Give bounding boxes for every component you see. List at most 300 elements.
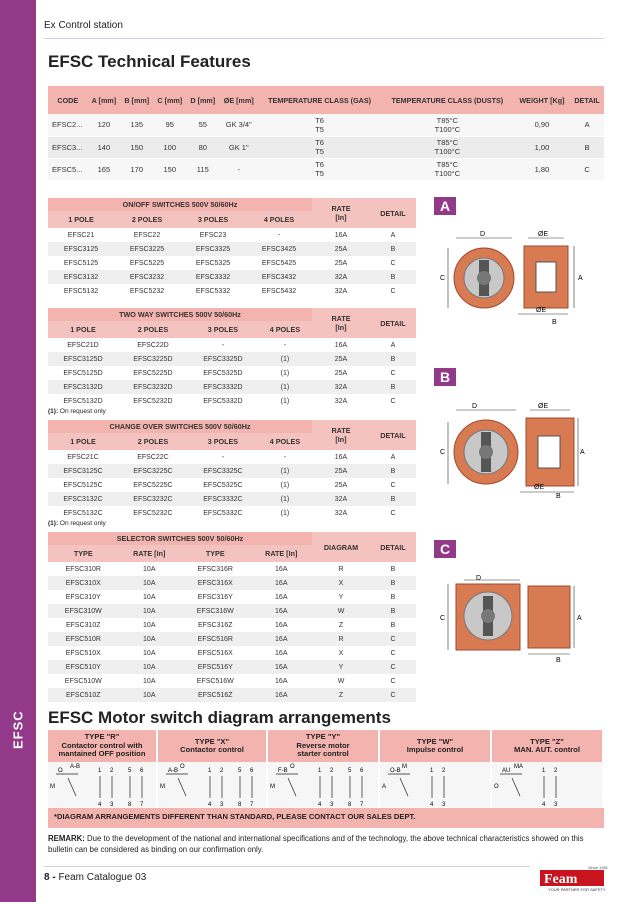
svg-text:1: 1 xyxy=(542,768,546,774)
col-header: 4 POLES xyxy=(258,433,312,450)
table-cell: 25A xyxy=(312,366,370,380)
table-cell: B xyxy=(370,576,416,590)
svg-text:5: 5 xyxy=(238,768,242,774)
dim-a-label: A xyxy=(578,275,583,282)
motor-diagram xyxy=(380,762,490,810)
table-cell: 25A xyxy=(312,256,370,270)
table-cell: EFSC23 xyxy=(180,228,246,242)
table-cell: B xyxy=(370,492,416,506)
table-cell: 16A xyxy=(251,674,312,688)
table-cell: EFSC2... xyxy=(48,114,88,136)
dim-a-label: A xyxy=(577,615,582,622)
table-cell: EFSC5325D xyxy=(188,366,258,380)
table-cell: EFSC5232 xyxy=(114,284,180,298)
motor-type-label: TYPE "Y" xyxy=(305,732,341,742)
wiring-diagram xyxy=(158,762,266,810)
motor-type-label: TYPE "X" xyxy=(194,736,230,746)
col-header: RATE [In] xyxy=(251,545,312,562)
selector-table xyxy=(48,532,416,702)
main-table xyxy=(48,86,604,181)
table-row xyxy=(48,270,416,284)
dim-e-label: ØE xyxy=(538,403,549,410)
svg-text:O: O xyxy=(494,784,499,790)
col-header: WEIGHT [Kg] xyxy=(514,86,570,114)
twoway-title: TWO WAY SWITCHES 500V 50/60Hz xyxy=(48,308,312,321)
table-cell: 32A xyxy=(312,492,370,506)
motor-type-header xyxy=(158,730,266,762)
table-row xyxy=(48,464,416,478)
side-band xyxy=(0,0,36,902)
svg-text:4: 4 xyxy=(430,802,434,808)
svg-text:1: 1 xyxy=(208,768,212,774)
dim-c-label: C xyxy=(440,615,446,622)
table-cell: EFSC5225C xyxy=(118,478,188,492)
motor-type-label: TYPE "R" xyxy=(84,732,120,742)
table-row xyxy=(48,256,416,270)
table-cell: X xyxy=(312,646,370,660)
motor-section-title: EFSC Motor switch diagram arrangements xyxy=(48,708,391,727)
col-header: A [mm] xyxy=(88,86,121,114)
table-cell: 16A xyxy=(312,338,370,352)
svg-text:2: 2 xyxy=(442,768,446,774)
motor-type-label: starter control xyxy=(297,749,349,759)
table-cell: - xyxy=(258,450,312,464)
svg-text:YOUR PARTNER FOR SAFETY: YOUR PARTNER FOR SAFETY xyxy=(548,887,606,892)
table-cell: EFSC510W xyxy=(48,674,119,688)
svg-text:2: 2 xyxy=(110,768,114,774)
table-cell: 16A xyxy=(251,576,312,590)
col-header: DETAIL xyxy=(370,198,416,228)
table-cell: EFSC5325 xyxy=(180,256,246,270)
table-cell: EFSC510Y xyxy=(48,660,119,674)
table-cell: B xyxy=(370,270,416,284)
col-header: DETAIL xyxy=(370,308,416,338)
table-cell: R xyxy=(312,632,370,646)
table-cell: 32A xyxy=(312,506,370,520)
table-row xyxy=(48,478,416,492)
table-cell: 16A xyxy=(251,604,312,618)
diagram-warning: *DIAGRAM ARRANGEMENTS DIFFERENT THAN STANDARD, PLEASE CONTACT OUR SALES DEPT. xyxy=(48,808,604,828)
svg-text:O-B: O-B xyxy=(390,768,401,774)
table-cell: W xyxy=(312,604,370,618)
col-header: 4 POLES xyxy=(246,211,312,228)
table-cell: EFSC510Z xyxy=(48,688,119,702)
table-cell: X xyxy=(312,576,370,590)
table-cell: (1) xyxy=(258,366,312,380)
table-cell: C xyxy=(370,256,416,270)
svg-text:2: 2 xyxy=(330,768,334,774)
detail-b-badge: B xyxy=(434,368,456,386)
table-cell: 100 xyxy=(153,136,186,158)
table-cell: 16A xyxy=(312,450,370,464)
col-header: RATE [In] xyxy=(312,198,370,228)
dim-c-label: C xyxy=(440,275,446,282)
changeover-note: (1): On request only xyxy=(48,520,106,527)
table-cell: EFSC310Y xyxy=(48,590,119,604)
dim-b-label: B xyxy=(556,493,561,500)
col-header: TYPE xyxy=(180,545,251,562)
table-row xyxy=(48,590,416,604)
table-cell: EFSC21C xyxy=(48,450,118,464)
detail-c-badge: C xyxy=(434,540,456,558)
table-cell: A xyxy=(370,450,416,464)
table-cell: EFSC3232C xyxy=(118,492,188,506)
col-header: TYPE xyxy=(48,545,119,562)
col-header: D [mm] xyxy=(186,86,219,114)
table-cell: GK 3/4" xyxy=(219,114,258,136)
svg-text:M: M xyxy=(50,784,55,790)
table-cell: 165 xyxy=(88,158,121,180)
table-cell: B xyxy=(370,562,416,576)
col-header: 1 POLE xyxy=(48,433,118,450)
dim-c-label: C xyxy=(440,449,446,456)
table-row xyxy=(48,492,416,506)
table-cell: (1) xyxy=(258,394,312,408)
table-cell: 32A xyxy=(312,380,370,394)
table-cell: EFSC316Y xyxy=(180,590,251,604)
table-cell: 10A xyxy=(119,646,180,660)
table-cell: EFSC516Y xyxy=(180,660,251,674)
col-header: 4 POLES xyxy=(258,321,312,338)
svg-text:M: M xyxy=(402,764,407,770)
svg-text:7: 7 xyxy=(250,802,254,808)
svg-text:7: 7 xyxy=(360,802,364,808)
table-row xyxy=(48,604,416,618)
table-cell: 16A xyxy=(251,562,312,576)
col-header: 2 POLES xyxy=(118,321,188,338)
table-cell: EFSC310W xyxy=(48,604,119,618)
table-cell: 1,80 xyxy=(514,158,570,180)
table-row xyxy=(48,284,416,298)
table-row xyxy=(48,366,416,380)
table-cell: T6 T5 xyxy=(258,136,381,158)
col-header: ØE [mm] xyxy=(219,86,258,114)
table-cell: 10A xyxy=(119,618,180,632)
table-cell: EFSC22 xyxy=(114,228,180,242)
table-cell: EFSC5232C xyxy=(118,506,188,520)
table-cell: 25A xyxy=(312,242,370,256)
dim-e-label: ØE xyxy=(538,231,549,238)
table-cell: 16A xyxy=(312,228,370,242)
table-cell: 16A xyxy=(251,618,312,632)
col-header: B [mm] xyxy=(120,86,153,114)
table-cell: C xyxy=(370,632,416,646)
table-cell: T85°C T100°C xyxy=(381,136,514,158)
table-cell: EFSC3325 xyxy=(180,242,246,256)
table-cell: EFSC3132 xyxy=(48,270,114,284)
svg-text:Feam: Feam xyxy=(544,872,578,887)
table-cell: B xyxy=(370,464,416,478)
motor-type-label: Contactor control with xyxy=(61,740,143,750)
col-header: 3 POLES xyxy=(188,321,258,338)
svg-text:O: O xyxy=(180,764,185,770)
table-cell: 140 xyxy=(88,136,121,158)
table-cell: Y xyxy=(312,590,370,604)
motor-type-label: MAN. AUT. control xyxy=(514,745,580,754)
col-header: CODE xyxy=(48,86,88,114)
svg-text:A-B: A-B xyxy=(168,768,179,774)
col-header: 3 POLES xyxy=(180,211,246,228)
table-cell: EFSC3... xyxy=(48,136,88,158)
table-cell: EFSC510X xyxy=(48,646,119,660)
table-cell: 115 xyxy=(186,158,219,180)
table-cell: Y xyxy=(312,660,370,674)
detail-a-drawing xyxy=(434,218,604,328)
table-cell: EFSC3225D xyxy=(118,352,188,366)
table-cell: 80 xyxy=(186,136,219,158)
table-cell: 16A xyxy=(251,646,312,660)
table-cell: EFSC516X xyxy=(180,646,251,660)
table-cell: EFSC5332D xyxy=(188,394,258,408)
table-row xyxy=(48,660,416,674)
table-cell: - xyxy=(188,338,258,352)
svg-text:M: M xyxy=(270,784,275,790)
table-cell: 10A xyxy=(119,660,180,674)
table-cell: EFSC5132 xyxy=(48,284,114,298)
table-cell: EFSC316Z xyxy=(180,618,251,632)
table-cell: Z xyxy=(312,688,370,702)
page-title: EFSC Technical Features xyxy=(48,52,251,71)
motor-type-label: TYPE "Z" xyxy=(530,736,564,746)
table-cell: B xyxy=(370,352,416,366)
table-cell: EFSC3132C xyxy=(48,492,118,506)
table-cell: (1) xyxy=(258,478,312,492)
col-header: DETAIL xyxy=(570,86,604,114)
table-cell: 32A xyxy=(312,270,370,284)
table-row xyxy=(48,136,604,158)
twoway-note: (1): On request only xyxy=(48,408,106,415)
table-cell: 150 xyxy=(153,158,186,180)
table-row xyxy=(48,380,416,394)
table-cell: EFSC3225 xyxy=(114,242,180,256)
table-cell: EFSC3232 xyxy=(114,270,180,284)
table-cell: 16A xyxy=(251,590,312,604)
motor-type-label: Contactor control xyxy=(180,745,244,754)
table-cell: EFSC316X xyxy=(180,576,251,590)
table-row xyxy=(48,394,416,408)
table-cell: EFSC316W xyxy=(180,604,251,618)
onoff-table xyxy=(48,198,416,298)
table-cell: EFSC516R xyxy=(180,632,251,646)
motor-type-header xyxy=(268,730,378,762)
table-cell: C xyxy=(570,158,604,180)
table-cell: C xyxy=(370,284,416,298)
table-cell: EFSC5225D xyxy=(118,366,188,380)
table-cell: A xyxy=(370,338,416,352)
remark: REMARK: Due to the development of the national and international specifications and of the technology, the above technical characteristics showed on this bulletin can be considered as binding on our confirmation only. xyxy=(48,834,584,854)
table-cell: 10A xyxy=(119,688,180,702)
table-cell: EFSC310X xyxy=(48,576,119,590)
svg-text:5: 5 xyxy=(348,768,352,774)
svg-text:8: 8 xyxy=(238,802,242,808)
col-header: 1 POLE xyxy=(48,321,118,338)
table-cell: (1) xyxy=(258,506,312,520)
table-cell: EFSC5132D xyxy=(48,394,118,408)
dim-b-label: B xyxy=(552,319,557,326)
table-cell: EFSC3325D xyxy=(188,352,258,366)
table-cell: B xyxy=(370,618,416,632)
side-tab-label: EFSC xyxy=(10,710,26,750)
wiring-diagram xyxy=(268,762,378,810)
table-row xyxy=(48,352,416,366)
motor-diagram xyxy=(268,762,378,810)
table-cell: EFSC5332C xyxy=(188,506,258,520)
table-cell: EFSC5125C xyxy=(48,478,118,492)
table-cell: - xyxy=(188,450,258,464)
table-cell: B xyxy=(370,590,416,604)
table-row xyxy=(48,562,416,576)
table-cell: 10A xyxy=(119,604,180,618)
table-cell: 10A xyxy=(119,674,180,688)
table-cell: C xyxy=(370,646,416,660)
svg-text:1: 1 xyxy=(98,768,102,774)
table-cell: 25A xyxy=(312,478,370,492)
wiring-diagram xyxy=(380,762,490,810)
svg-text:O: O xyxy=(58,768,63,774)
table-cell: EFSC21D xyxy=(48,338,118,352)
table-cell: 95 xyxy=(153,114,186,136)
table-row xyxy=(48,646,416,660)
table-cell: B xyxy=(370,604,416,618)
svg-text:M: M xyxy=(160,784,165,790)
svg-text:5: 5 xyxy=(128,768,132,774)
table-cell: EFSC3125 xyxy=(48,242,114,256)
table-cell: B xyxy=(370,242,416,256)
table-cell: C xyxy=(370,660,416,674)
svg-text:4: 4 xyxy=(98,802,102,808)
svg-text:4: 4 xyxy=(208,802,212,808)
table-cell: EFSC5325C xyxy=(188,478,258,492)
table-cell: (1) xyxy=(258,352,312,366)
svg-text:AU: AU xyxy=(502,768,511,774)
motor-type-label: Reverse motor xyxy=(296,740,350,750)
svg-text:3: 3 xyxy=(220,802,224,808)
table-cell: - xyxy=(246,228,312,242)
svg-text:2: 2 xyxy=(220,768,224,774)
svg-text:6: 6 xyxy=(360,768,364,774)
table-cell: C xyxy=(370,688,416,702)
twoway-table xyxy=(48,308,416,408)
svg-text:3: 3 xyxy=(110,802,114,808)
changeover-table xyxy=(48,420,416,520)
table-cell: EFSC3232D xyxy=(118,380,188,394)
table-row xyxy=(48,228,416,242)
table-cell: 32A xyxy=(312,284,370,298)
svg-text:4: 4 xyxy=(318,802,322,808)
table-cell: (1) xyxy=(258,492,312,506)
svg-text:3: 3 xyxy=(442,802,446,808)
dim-d-label: D xyxy=(476,575,482,582)
table-cell: EFSC5432 xyxy=(246,284,312,298)
detail-c-drawing xyxy=(434,570,604,666)
table-cell: EFSC3332D xyxy=(188,380,258,394)
changeover-title: CHANGE OVER SWITCHES 500V 50/60Hz xyxy=(48,420,312,433)
table-cell: 25A xyxy=(312,464,370,478)
table-cell: EFSC3125C xyxy=(48,464,118,478)
motor-diagram xyxy=(158,762,266,810)
svg-text:F-B: F-B xyxy=(278,768,288,774)
table-cell: EFSC5425 xyxy=(246,256,312,270)
svg-text:A: A xyxy=(382,784,387,790)
table-cell: EFSC316R xyxy=(180,562,251,576)
col-header: C [mm] xyxy=(153,86,186,114)
table-cell: - xyxy=(219,158,258,180)
col-header: TEMPERATURE CLASS (DUSTS) xyxy=(381,86,514,114)
svg-text:7: 7 xyxy=(140,802,144,808)
table-cell: (1) xyxy=(258,380,312,394)
motor-type-label: Impulse control xyxy=(406,745,464,754)
section-title: Ex Control station xyxy=(44,20,123,31)
table-cell: Z xyxy=(312,618,370,632)
svg-text:8: 8 xyxy=(128,802,132,808)
table-cell: - xyxy=(258,338,312,352)
table-cell: T85°C T100°C xyxy=(381,114,514,136)
table-cell: EFSC5125D xyxy=(48,366,118,380)
table-cell: 135 xyxy=(120,114,153,136)
table-cell: EFSC5225 xyxy=(114,256,180,270)
table-cell: 16A xyxy=(251,688,312,702)
table-cell: T85°C T100°C xyxy=(381,158,514,180)
table-row xyxy=(48,674,416,688)
table-cell: EFSC22C xyxy=(118,450,188,464)
table-row xyxy=(48,618,416,632)
svg-text:3: 3 xyxy=(330,802,334,808)
table-cell: EFSC3332 xyxy=(180,270,246,284)
table-cell: EFSC5... xyxy=(48,158,88,180)
dim-a-label: A xyxy=(580,449,585,456)
table-cell: 150 xyxy=(120,136,153,158)
table-cell: EFSC3325C xyxy=(188,464,258,478)
col-header: RATE [In] xyxy=(312,420,370,450)
col-header: DETAIL xyxy=(370,420,416,450)
motor-diagram xyxy=(492,762,602,810)
table-row xyxy=(48,450,416,464)
table-cell: 16A xyxy=(251,632,312,646)
svg-text:3: 3 xyxy=(554,802,558,808)
motor-type-header xyxy=(380,730,490,762)
footer-divider xyxy=(44,866,530,867)
table-cell: EFSC21 xyxy=(48,228,114,242)
motor-type-header xyxy=(48,730,156,762)
dim-e2-label: ØE xyxy=(536,307,547,314)
table-cell: 32A xyxy=(312,394,370,408)
wiring-diagram xyxy=(48,762,156,810)
table-cell: 170 xyxy=(120,158,153,180)
table-cell: 1,00 xyxy=(514,136,570,158)
selector-title: SELECTOR SWITCHES 500V 50/60Hz xyxy=(48,532,312,545)
table-cell: C xyxy=(370,506,416,520)
table-cell: 10A xyxy=(119,576,180,590)
table-row xyxy=(48,576,416,590)
table-cell: EFSC5132C xyxy=(48,506,118,520)
table-cell: 120 xyxy=(88,114,121,136)
table-cell: EFSC5232D xyxy=(118,394,188,408)
table-cell: 10A xyxy=(119,590,180,604)
feam-logo xyxy=(538,864,609,892)
table-row xyxy=(48,688,416,702)
motor-type-header xyxy=(492,730,602,762)
table-row xyxy=(48,506,416,520)
table-cell: (1) xyxy=(258,464,312,478)
table-cell: T6 T5 xyxy=(258,114,381,136)
table-cell: B xyxy=(570,136,604,158)
svg-text:2: 2 xyxy=(554,768,558,774)
header-divider xyxy=(44,38,604,39)
table-cell: EFSC5125 xyxy=(48,256,114,270)
col-header: TEMPERATURE CLASS (GAS) xyxy=(258,86,381,114)
motor-diagram xyxy=(48,762,156,810)
table-row xyxy=(48,242,416,256)
